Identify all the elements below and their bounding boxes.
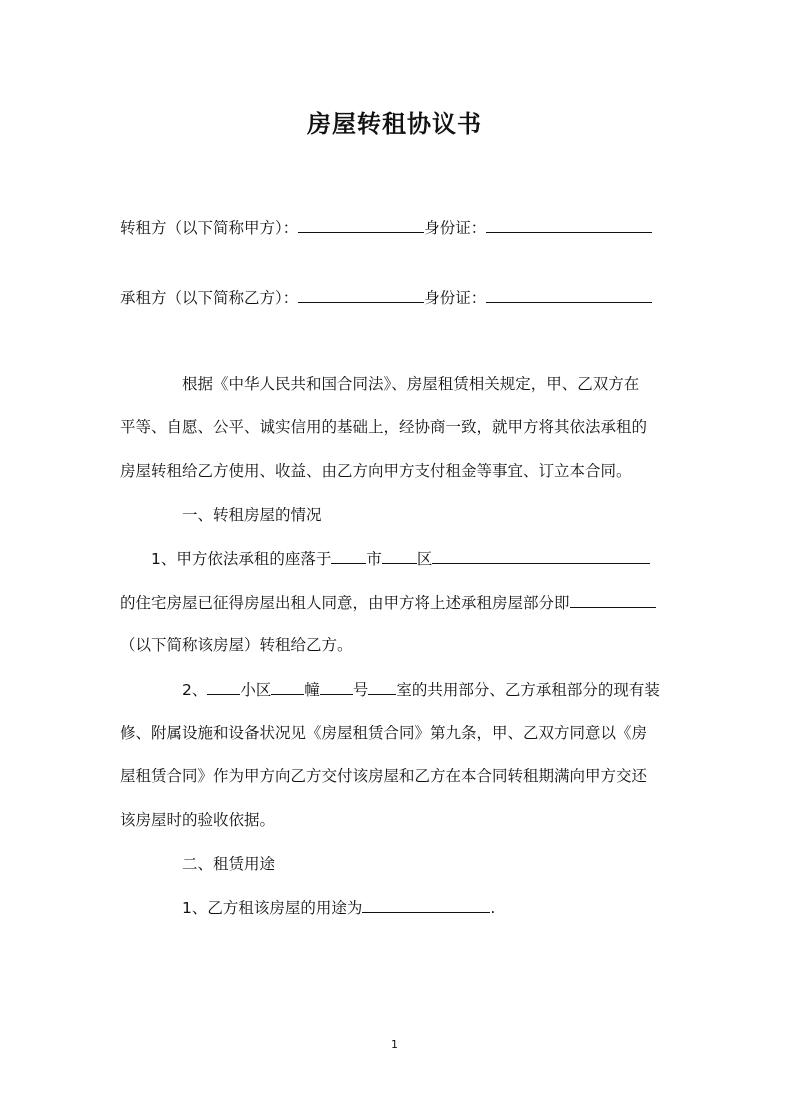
district-label: 区 bbox=[416, 550, 433, 568]
section1-item1-line2 bbox=[120, 590, 680, 615]
lessee-label: 承租方（以下简称乙方）： bbox=[120, 289, 299, 307]
section1-item2-line2: 修、附属设施和设备状况见《房屋租赁合同》第九条，甲、乙双方同意以《房 bbox=[120, 724, 648, 742]
district-blank[interactable] bbox=[382, 546, 417, 564]
number-blank[interactable] bbox=[320, 677, 353, 695]
section1-heading: 一、转租房屋的情况 bbox=[182, 506, 322, 524]
address-blank[interactable] bbox=[432, 546, 650, 564]
city-label: 市 bbox=[366, 550, 382, 568]
lessor-label: 转租方（以下简称甲方）： bbox=[120, 219, 299, 237]
item2-prefix: 2、 bbox=[182, 681, 208, 699]
lessee-line bbox=[120, 285, 680, 310]
page-number: 1 bbox=[391, 1038, 398, 1051]
number-label: 号 bbox=[352, 681, 369, 699]
building-label: 幢 bbox=[304, 681, 320, 699]
lessee-id-label: 身份证： bbox=[424, 289, 487, 307]
section1-item2-line4: 该房屋时的验收依据。 bbox=[120, 811, 276, 829]
lessor-id-blank[interactable] bbox=[486, 215, 652, 233]
xiaoqu-blank[interactable] bbox=[207, 677, 240, 695]
building-blank[interactable] bbox=[271, 677, 304, 695]
item1-prefix: 1、甲方依法承租的座落于 bbox=[151, 550, 332, 568]
city-blank[interactable] bbox=[331, 546, 366, 564]
room-blank[interactable] bbox=[368, 677, 396, 695]
section2-heading: 二、租赁用途 bbox=[182, 855, 276, 873]
usage-label: 1、乙方租该房屋的用途为 bbox=[182, 899, 363, 917]
section1-item1-line1 bbox=[120, 546, 680, 571]
intro-line-3: 房屋转租给乙方使用、收益、由乙方向甲方支付租金等事宜、订立本合同。 bbox=[120, 462, 632, 480]
intro-line-1: 根据《中华人民共和国合同法》、房屋租赁相关规定，甲、乙双方在 bbox=[182, 375, 640, 393]
xiaoqu-label: 小区 bbox=[240, 681, 272, 699]
item2-rest: 室的共用部分、乙方承租部分的现有装 bbox=[396, 681, 660, 699]
item1-line2-text: 的住宅房屋已征得房屋出租人同意，由甲方将上述承租房屋部分即 bbox=[120, 594, 570, 612]
lessee-id-blank[interactable] bbox=[486, 285, 652, 303]
section1-item2-line3: 屋租赁合同》作为甲方向乙方交付该房屋和乙方在本合同转租期满向甲方交还 bbox=[120, 767, 648, 785]
section1-item1-line3: （以下简称该房屋）转租给乙方。 bbox=[120, 636, 353, 654]
portion-blank[interactable] bbox=[570, 590, 656, 608]
lessor-id-label: 身份证： bbox=[424, 219, 487, 237]
intro-line-2: 平等、自愿、公平、诚实信用的基础上，经协商一致，就甲方将其依法承租的 bbox=[120, 418, 648, 436]
section2-item1 bbox=[120, 895, 680, 920]
document-title: 房屋转租协议书 bbox=[307, 109, 482, 138]
usage-end: . bbox=[490, 899, 496, 917]
usage-blank[interactable] bbox=[362, 895, 490, 913]
lessee-name-blank[interactable] bbox=[298, 285, 424, 303]
section1-item2-line1 bbox=[120, 677, 680, 702]
lessor-name-blank[interactable] bbox=[298, 215, 424, 233]
lessor-line bbox=[120, 215, 680, 240]
